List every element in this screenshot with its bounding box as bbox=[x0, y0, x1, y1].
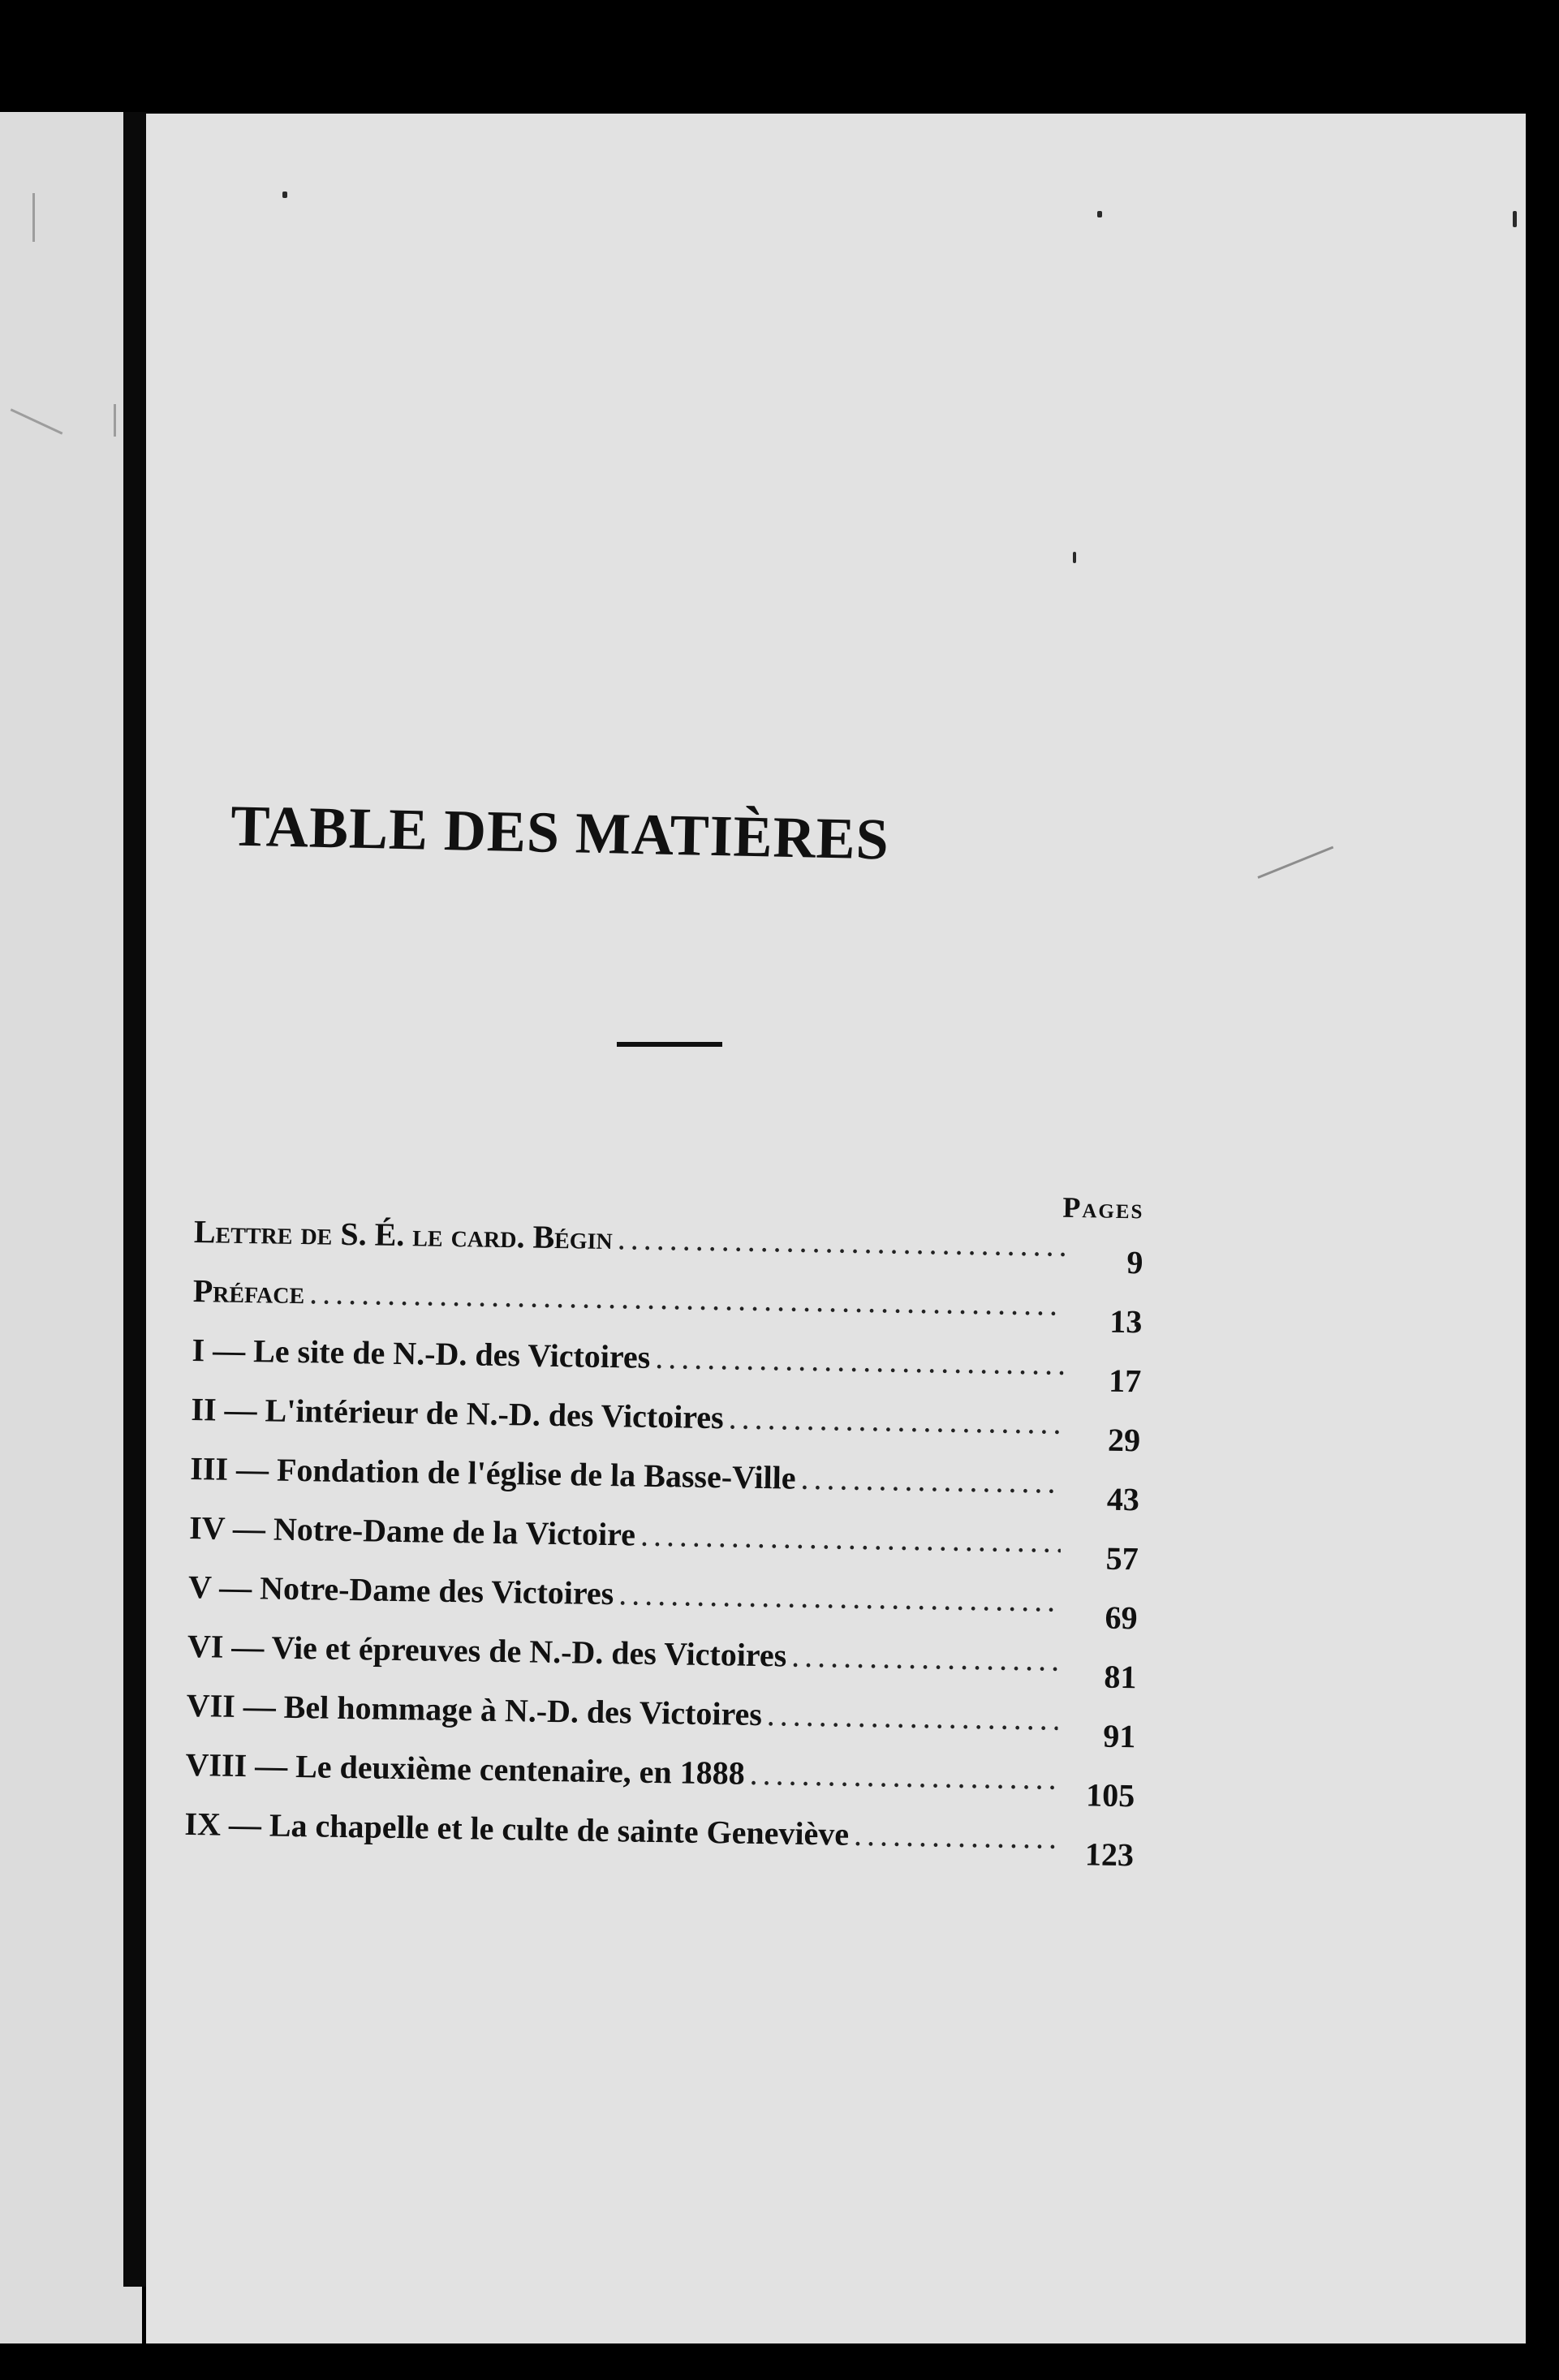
dot-leader bbox=[655, 1338, 1064, 1383]
dot-leader bbox=[728, 1398, 1062, 1441]
toc-entry-label: III — Fondation de l'église de la Basse-Ville bbox=[189, 1449, 796, 1496]
dot-leader bbox=[617, 1219, 1066, 1264]
scan-mark bbox=[11, 408, 63, 434]
scan-scratch bbox=[1257, 846, 1333, 879]
scan-mark bbox=[114, 404, 116, 437]
scan-speck bbox=[1073, 552, 1076, 563]
toc-entry-page: 81 bbox=[1104, 1658, 1137, 1696]
toc-entry-label: VIII — Le deuxième centenaire, en 1888 bbox=[185, 1745, 746, 1792]
toc-entry-page: 69 bbox=[1105, 1599, 1138, 1637]
dot-leader bbox=[854, 1815, 1057, 1857]
toc-entry-label: Préface bbox=[192, 1272, 305, 1311]
toc-entry-page: 17 bbox=[1108, 1362, 1142, 1400]
pages-column-heading: Pages bbox=[1062, 1190, 1144, 1225]
dot-leader bbox=[749, 1754, 1057, 1797]
dot-leader bbox=[791, 1637, 1059, 1679]
dot-leader bbox=[640, 1516, 1062, 1560]
toc-entry-label: IV — Notre-Dame de la Victoire bbox=[188, 1508, 636, 1553]
toc-entry-page: 105 bbox=[1085, 1776, 1135, 1814]
toc-entry-page: 123 bbox=[1084, 1836, 1135, 1874]
scan-speck bbox=[1097, 211, 1102, 217]
toc-entry-label: VI — Vie et épreuves de N.-D. des Victoires bbox=[187, 1627, 787, 1674]
toc-entry-label: IX — La chapelle et le culte de sainte Geneviève bbox=[184, 1805, 850, 1853]
dot-leader bbox=[618, 1574, 1060, 1620]
scan-mark bbox=[32, 193, 35, 242]
toc-entry-label: Lettre de S. É. le card. Bégin bbox=[193, 1212, 614, 1257]
toc-entry-label: II — L'intérieur de N.-D. des Victoires bbox=[191, 1390, 725, 1436]
toc-entry-page: 91 bbox=[1102, 1717, 1136, 1755]
toc-entry-page: 43 bbox=[1106, 1480, 1140, 1518]
toc-entry-page: 57 bbox=[1105, 1539, 1139, 1577]
title-rule bbox=[617, 1042, 722, 1047]
toc-entry-label: VII — Bel hommage à N.-D. des Victoires bbox=[186, 1686, 763, 1733]
toc-entry-page: 29 bbox=[1107, 1421, 1141, 1459]
previous-page-edge bbox=[0, 112, 142, 2343]
toc-entry-label: V — Notre-Dame des Victoires bbox=[187, 1568, 614, 1612]
dot-leader bbox=[800, 1459, 1062, 1501]
toc-entry-page: 9 bbox=[1126, 1244, 1143, 1281]
book-spine bbox=[123, 112, 146, 2287]
toc-entry-page: 13 bbox=[1109, 1302, 1143, 1341]
page-title: TABLE DES MATIÈRES bbox=[230, 793, 890, 872]
book-page bbox=[146, 114, 1526, 2343]
dot-leader bbox=[767, 1695, 1058, 1738]
table-of-contents bbox=[184, 1177, 1144, 1879]
toc-entry-label: I — Le site de N.-D. des Victoires bbox=[192, 1331, 651, 1375]
scan-speck bbox=[282, 192, 287, 198]
scan-speck bbox=[1513, 211, 1517, 227]
